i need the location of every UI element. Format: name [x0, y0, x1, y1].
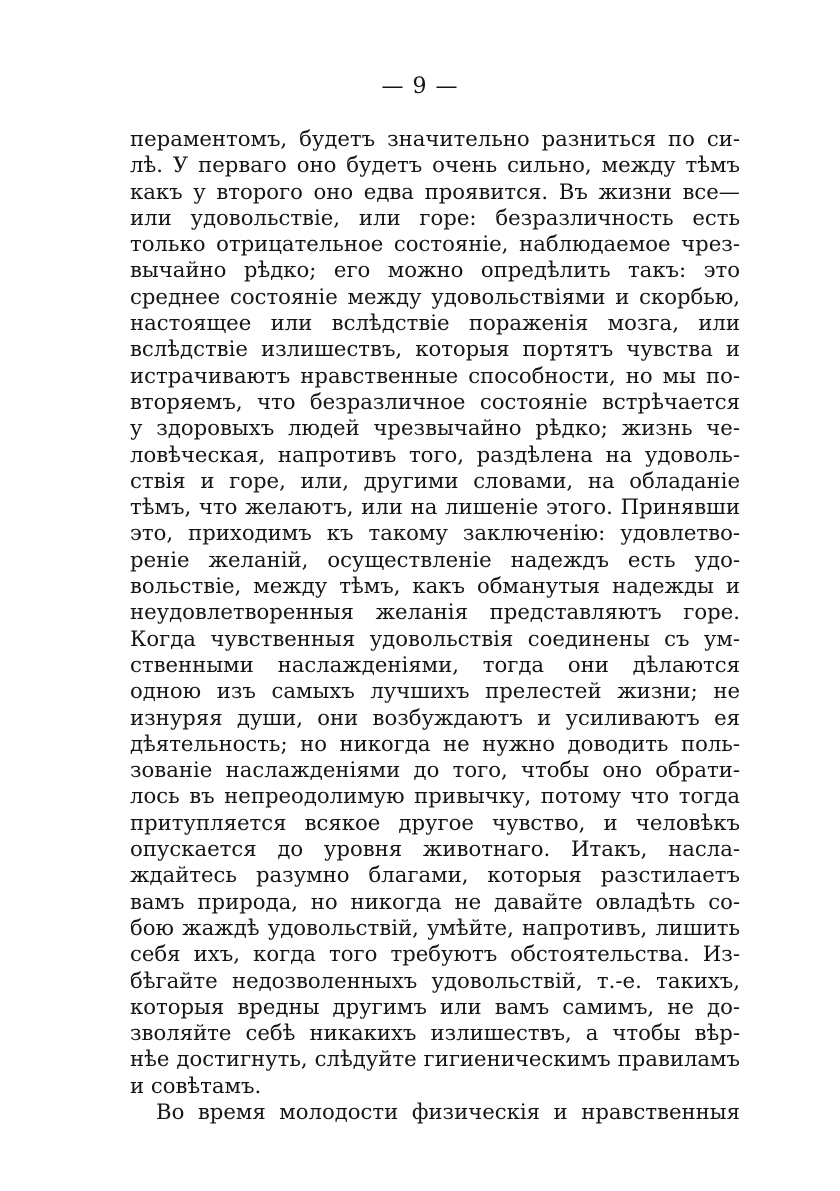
- text-line: истрачиваютъ нравственные способности, но мы по-: [130, 362, 740, 388]
- text-line: бѣгайте недозволенныхъ удовольствій, т.-е. такихъ,: [130, 967, 740, 993]
- text-line: неудовлетворенныя желанія представляютъ горе.: [130, 599, 740, 625]
- text-line: себя ихъ, когда того требуютъ обстоятельства. Из-: [130, 941, 740, 967]
- text-line: зованіе наслажденіями до того, чтобы оно обрати-: [130, 757, 740, 783]
- text-line: ловѣческая, напротивъ того, раздѣлена на удоволь-: [130, 441, 740, 467]
- paragraph-first-line: Во время молодости физическія и нравственныя: [156, 1098, 740, 1124]
- text-line: у здоровыхъ людей чрезвычайно рѣдко; жизнь че-: [130, 415, 740, 441]
- text-line: лѣ. У перваго оно будетъ очень сильно, между тѣмъ: [130, 152, 740, 178]
- body-text: [130, 126, 740, 1125]
- text-line: вторяемъ, что безразличное состояніе встрѣчается: [130, 388, 740, 414]
- text-line: зволяйте себѣ никакихъ излишествъ, а чтобы вѣр-: [130, 1020, 740, 1046]
- text-line: изнуряя души, они возбуждаютъ и усиливаютъ ея: [130, 704, 740, 730]
- text-line: вычайно рѣдко; его можно опредѣлить такъ: это: [130, 257, 740, 283]
- text-line: это, приходимъ къ такому заключенію: удовлетво-: [130, 520, 740, 546]
- text-line: только отрицательное состояніе, наблюдаемое чрез-: [130, 231, 740, 257]
- text-line: лось въ непреодолимую привычку, потому что тогда: [130, 783, 740, 809]
- text-line: какъ у второго оно едва проявится. Въ жизни все—: [130, 178, 740, 204]
- text-line: ственными наслажденіями, тогда они дѣлаются: [130, 651, 740, 677]
- text-line: притупляется всякое другое чувство, и человѣкъ: [130, 809, 740, 835]
- text-line: бою жаждѣ удовольствій, умѣйте, напротивъ, лишить: [130, 914, 740, 940]
- text-line: или удовольствіе, или горе: безразличность есть: [130, 204, 740, 230]
- page-number: — 9 —: [381, 74, 459, 99]
- text-line: пераментомъ, будетъ значительно разниться по си-: [130, 126, 740, 151]
- text-line: и совѣтамъ.: [130, 1072, 262, 1098]
- text-line: вольствіе, между тѣмъ, какъ обманутыя надежды и: [130, 573, 740, 599]
- text-line: вамъ природа, но никогда не давайте овладѣть со-: [130, 888, 740, 914]
- text-line: среднее состояніе между удовольствіями и скорбью,: [130, 283, 740, 309]
- text-line: Когда чувственныя удовольствія соединены съ ум-: [130, 625, 740, 651]
- text-line: ждайтесь разумно благами, которыя разстилаетъ: [130, 862, 740, 888]
- text-line: одною изъ самыхъ лучшихъ прелестей жизни; не: [130, 678, 740, 704]
- text-line: нѣе достигнуть, слѣдуйте гигиеническимъ правиламъ: [130, 1046, 740, 1072]
- text-line: которыя вредны другимъ или вамъ самимъ, не до-: [130, 993, 740, 1019]
- text-line: вслѣдствіе излишествъ, которыя портятъ чувства и: [130, 336, 740, 362]
- text-line: опускается до уровня животнаго. Итакъ, насла-: [130, 836, 740, 862]
- text-line: ствія и горе, или, другими словами, на обладаніе: [130, 467, 740, 493]
- text-line: настоящее или вслѣдствіе пораженія мозга, или: [130, 310, 740, 336]
- text-line: тѣмъ, что желаютъ, или на лишеніе этого. Принявши: [130, 494, 740, 520]
- text-line: реніе желаній, осуществленіе надеждъ есть удо-: [130, 546, 740, 572]
- text-line: дѣятельность; но никогда не нужно доводить поль-: [130, 730, 740, 756]
